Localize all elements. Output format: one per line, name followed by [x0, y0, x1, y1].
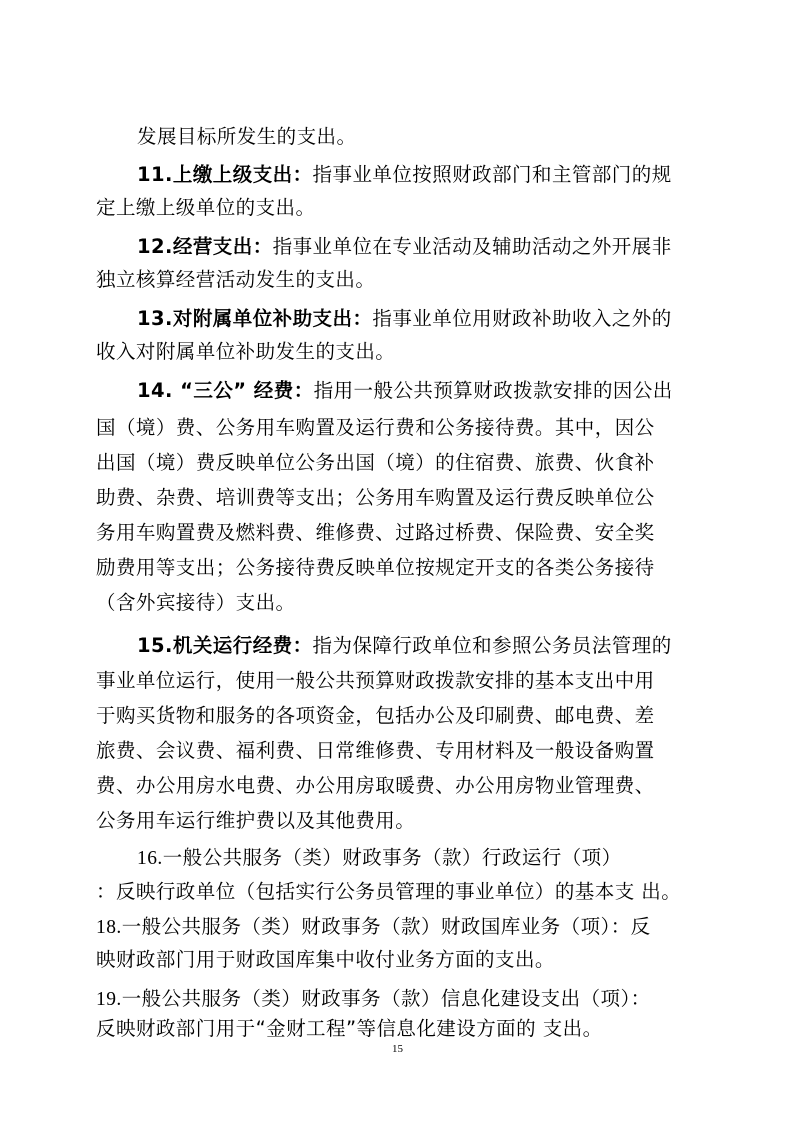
paragraph-line: [96, 556, 655, 580]
section-heading: 12.经营支出：: [137, 235, 273, 258]
body-text: 一般公共服务（类）财政事务（款）行政运行（项）: [162, 846, 622, 869]
paragraph-line: [96, 704, 655, 728]
body-text: 独立核算经营活动发生的支出。: [96, 268, 376, 291]
section-heading: 11.上缴上级支出：: [137, 163, 313, 186]
paragraph-line: [137, 634, 672, 658]
body-text: 事业单位运行，使用一般公共预算财政拨款安排的基本支出中用: [96, 669, 655, 692]
body-text: 指事业单位用财政补助收入之外的: [372, 307, 672, 330]
body-text: 于购买货物和服务的各项资金，包括办公及印刷费、邮电费、差: [96, 704, 655, 727]
paragraph-line: [96, 915, 651, 940]
paragraph-line: [137, 235, 672, 259]
paragraph-line: [137, 379, 673, 403]
body-text: 收入对附属单位补助发生的支出。: [96, 340, 396, 363]
body-text: 指为保障行政单位和参照公务员法管理的: [312, 634, 672, 657]
body-text: （含外宾接待）支出。: [96, 591, 296, 614]
paragraph-line: [96, 196, 315, 220]
paragraph-line: [96, 486, 655, 510]
paragraph-line: [96, 669, 655, 693]
body-text: 指事业单位在专业活动及辅助活动之外开展非: [272, 235, 672, 258]
body-text: 公务用车运行维护费以及其他费用。: [96, 809, 416, 832]
paragraph-line: [96, 416, 655, 440]
body-text: 助费、杂费、培训费等支出；公务用车购置及运行费反映单位公: [96, 486, 655, 509]
paragraph-line: [137, 846, 622, 871]
item-number: 18.: [96, 917, 122, 938]
paragraph-line: [96, 774, 655, 798]
paragraph-line: [96, 451, 655, 475]
body-text: 发展目标所发生的支出。: [137, 125, 357, 148]
body-text: 指用一般公共预算财政拨款安排的因公出: [313, 379, 673, 402]
paragraph-line: [96, 591, 296, 615]
body-text: 国（境）费、公务用车购置及运行费和公务接待费。其中，因公: [96, 416, 655, 439]
section-heading: 15.机关运行经费：: [137, 634, 313, 657]
body-text: 映财政部门用于财政国库集中收付业务方面的支出。: [96, 948, 555, 971]
page-number: 15: [392, 1043, 403, 1055]
body-text: 反映财政部门用于“金财工程”等信息化建设方面的 支出。: [96, 1017, 603, 1040]
paragraph-line: [96, 521, 655, 545]
body-text: 出国（境）费反映单位公务出国（境）的住宿费、旅费、伙食补: [96, 451, 655, 474]
paragraph-line: [137, 125, 356, 149]
body-text: 费、办公用房水电费、办公用房取暖费、办公用房物业管理费、: [96, 774, 655, 797]
paragraph-line: [96, 809, 415, 833]
body-text: 指事业单位按照财政部门和主管部门的规: [312, 163, 672, 186]
paragraph-line: [96, 268, 375, 292]
paragraph-line: [137, 307, 672, 331]
item-number: 16.: [137, 848, 163, 869]
paragraph-line: [96, 880, 681, 904]
item-number: 19.: [96, 989, 122, 1010]
paragraph-line: [96, 987, 651, 1012]
body-text: 旅费、会议费、福利费、日常维修费、专用材料及一般设备购置: [96, 739, 655, 762]
paragraph-line: [137, 163, 672, 187]
paragraph-line: [96, 739, 655, 763]
section-heading: 13.对附属单位补助支出：: [137, 307, 373, 330]
paragraph-line: [96, 948, 555, 972]
body-text: 一般公共服务（类）财政事务（款）信息化建设支出（项）：: [121, 987, 651, 1010]
body-text: ：反映行政单位（包括实行公务员管理的事业单位）的基本支 出。: [96, 880, 682, 903]
paragraph-line: [96, 1017, 603, 1041]
paragraph-line: [96, 340, 395, 364]
body-text: 定上缴上级单位的支出。: [96, 196, 316, 219]
body-text: 励费用等支出；公务接待费反映单位按规定开支的各类公务接待: [96, 556, 655, 579]
body-text: 务用车购置费及燃料费、维修费、过路过桥费、保险费、安全奖: [96, 521, 655, 544]
section-heading: 14. “三公” 经费：: [137, 379, 314, 402]
body-text: 一般公共服务（类）财政事务（款）财政国库业务（项）：反: [121, 915, 651, 938]
